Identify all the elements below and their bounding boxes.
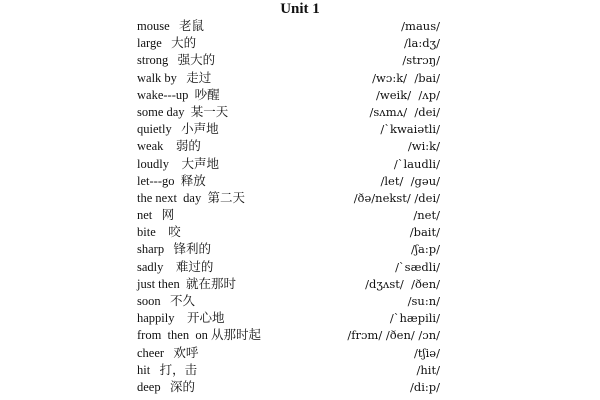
vocab-term: walk by 走过 <box>137 70 212 85</box>
vocab-phonetic: /tʃiə/ <box>414 345 440 360</box>
vocab-phonetic: /ðə/nekst/ /dei/ <box>353 190 440 205</box>
vocab-phonetic: /ˋkwaiətli/ <box>380 122 440 137</box>
vocab-term: just then 就在那时 <box>137 276 236 291</box>
vocab-phonetic: /bait/ <box>409 225 440 240</box>
vocab-term: wake---up 吵醒 <box>137 87 220 102</box>
vocab-term: loudly 大声地 <box>137 156 219 171</box>
vocab-term: mouse 老鼠 <box>137 19 205 33</box>
vocab-phonetic: /ˋhæpili/ <box>389 311 440 326</box>
list-item <box>0 310 600 327</box>
vocab-term: net 网 <box>137 208 175 223</box>
vocab-term: the next day 第二天 <box>137 190 245 205</box>
vocab-phonetic: /di:p/ <box>409 379 440 394</box>
vocab-phonetic: /strɔŋ/ <box>402 53 440 68</box>
list-item <box>0 138 600 155</box>
vocab-term: large 大的 <box>137 36 197 51</box>
vocab-term: deep 深的 <box>137 379 195 394</box>
vocab-phonetic: /weik/ /ʌp/ <box>376 87 440 102</box>
list-item <box>0 35 600 52</box>
list-item <box>0 224 600 241</box>
vocab-phonetic: /la:dʒ/ <box>403 36 440 51</box>
list-item <box>0 345 600 362</box>
list-item <box>0 173 600 190</box>
list-item <box>0 52 600 69</box>
list-item <box>0 121 600 138</box>
list-item <box>0 327 600 344</box>
vocab-phonetic: /sʌmʌ/ /dei/ <box>369 104 440 119</box>
vocab-phonetic: /ˋlaudli/ <box>393 156 440 171</box>
page-title: Unit 1 <box>280 1 320 17</box>
vocab-term: strong 强大的 <box>137 53 216 68</box>
vocab-phonetic: /frɔm/ /ðen/ /ɔn/ <box>347 328 440 343</box>
vocab-term: soon 不久 <box>137 294 195 308</box>
vocab-term: quietly 小声地 <box>137 122 219 137</box>
vocab-term: sharp 锋利的 <box>137 242 211 257</box>
list-item <box>0 241 600 258</box>
list-item <box>0 379 600 396</box>
vocab-term: from then on 从那时起 <box>137 328 261 343</box>
vocab-phonetic: /wi:k/ <box>407 139 440 154</box>
vocab-term: weak 弱的 <box>137 139 201 154</box>
vocab-term: some day 某一天 <box>137 104 229 119</box>
list-item <box>0 70 600 87</box>
list-item <box>0 362 600 379</box>
list-item <box>0 190 600 207</box>
vocab-phonetic: /hit/ <box>416 362 440 377</box>
list-item <box>0 156 600 173</box>
vocab-term: bite 咬 <box>137 225 181 240</box>
vocab-term: hit 打，击 <box>137 362 198 377</box>
vocab-phonetic: /su:n/ <box>407 294 440 308</box>
list-item <box>0 276 600 293</box>
vocab-phonetic: /dʒʌst/ /ðen/ <box>365 276 440 291</box>
list-item <box>0 207 600 224</box>
vocab-phonetic: /ʃa:p/ <box>411 242 440 257</box>
vocab-phonetic: /ˋsædli/ <box>395 259 440 274</box>
list-item <box>0 259 600 276</box>
vocab-term: let---go 释放 <box>137 173 206 188</box>
vocab-phonetic: /let/ /gəu/ <box>380 173 440 188</box>
list-item <box>0 18 600 35</box>
list-item <box>0 293 600 310</box>
vocab-term: cheer 欢呼 <box>137 345 199 360</box>
vocab-term: happily 开心地 <box>137 311 225 326</box>
list-item <box>0 87 600 104</box>
vocab-phonetic: /net/ <box>413 208 440 223</box>
vocab-term: sadly 难过的 <box>137 259 214 274</box>
list-item <box>0 104 600 121</box>
vocab-phonetic: /wɔ:k/ /bai/ <box>372 70 440 85</box>
vocab-phonetic: /maus/ <box>401 19 440 33</box>
vocabulary-list <box>0 18 600 396</box>
